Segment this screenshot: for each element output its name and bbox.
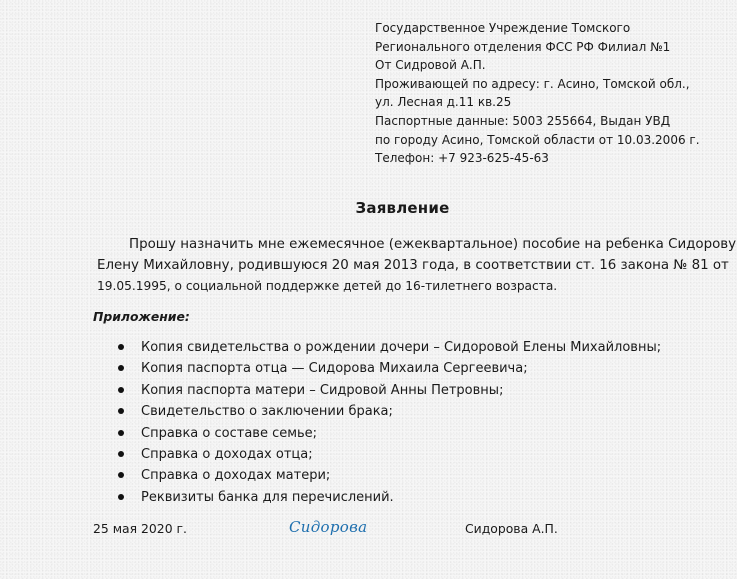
list-item-text: Справка о доходах отца; (141, 447, 313, 463)
list-item (117, 444, 661, 465)
signing-date: 25 мая 2020 г. (93, 521, 187, 536)
bullet-icon (118, 430, 124, 436)
bullet-icon (118, 472, 124, 478)
attachments-list (117, 337, 661, 508)
bullet-icon (118, 408, 124, 414)
list-item-text: Справка о составе семье; (141, 425, 318, 441)
list-item (117, 487, 661, 508)
header-line: Регионального отделения ФСС РФ Филиал №1 (375, 39, 671, 54)
list-item-text: Реквизиты банка для перечислений. (141, 489, 394, 505)
paragraph-line: Елену Михайловну, родившуюся 20 мая 2013 года, в соответствии ст. 16 закона № 81 от (97, 258, 729, 273)
header-line: ул. Лесная д.11 кв.25 (375, 95, 512, 110)
list-item-text: Копия свидетельства о рождении дочери – Сидоровой Елены Михайловны; (141, 340, 662, 355)
header-line: Паспортные данные: 5003 255664, Выдан УВД (375, 113, 671, 128)
document-title: Заявление (355, 199, 450, 217)
list-item (117, 380, 661, 401)
signer-name: Сидорова А.П. (465, 521, 558, 536)
list-item-text: Свидетельство о заключении брака; (141, 404, 393, 420)
bullet-icon (118, 494, 124, 500)
header-line: по городу Асино, Томской области от 10.03.2006 г. (375, 132, 700, 147)
paragraph-line: 19.05.1995, о социальной поддержке детей до 16-тилетнего возраста. (97, 279, 558, 293)
addressee-header (375, 19, 725, 168)
list-item-text: Справка о доходах матери; (141, 468, 331, 484)
list-item (117, 465, 661, 486)
header-line: Государственное Учреждение Томского (375, 21, 631, 35)
request-paragraph (97, 234, 737, 297)
bullet-icon (118, 451, 124, 457)
bullet-icon (118, 365, 124, 371)
list-item (117, 401, 661, 422)
bullet-icon (118, 387, 124, 393)
list-item-text: Копия паспорта отца — Сидорова Михаила Сергеевича; (141, 361, 528, 377)
list-item-text: Копия паспорта матери – Сидровой Анны Петровны; (141, 382, 504, 398)
header-line: Проживающей по адресу: г. Асино, Томской обл., (375, 76, 690, 91)
list-item (117, 337, 661, 358)
paragraph-line: Прошу назначить мне ежемесячное (ежеквартальное) пособие на ребенка Сидорову (129, 237, 737, 252)
header-line: Телефон: +7 923-625-45-63 (375, 151, 549, 166)
header-line: От Сидровой А.П. (375, 58, 486, 73)
handwritten-signature: Сидорова (289, 518, 368, 536)
attachments-heading: Приложение: (93, 309, 190, 324)
bullet-icon (118, 344, 124, 350)
list-item (117, 358, 661, 379)
list-item (117, 423, 661, 444)
